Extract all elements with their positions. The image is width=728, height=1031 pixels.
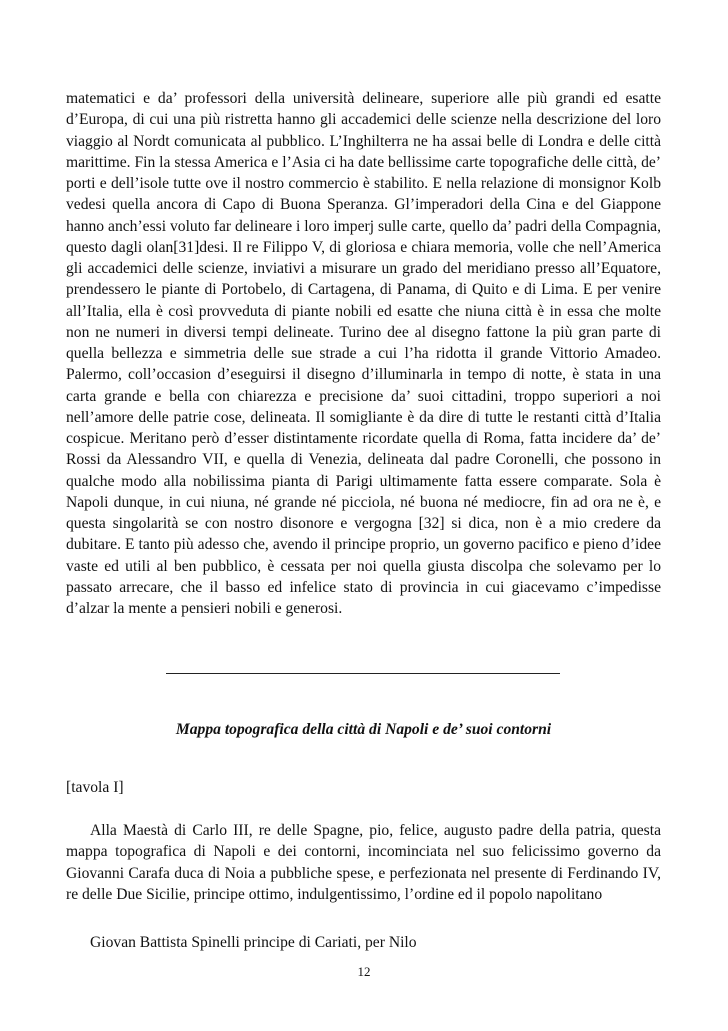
- body-paragraph: matematici e da’ professori della università delineare, superiore alle più grandi ed esatte d’Europa, di cui una più ristretta hanno gli accademici delle scienze nella descrizione del loro viaggio al Nordt comunicata al pubblico. L’Inghilterra ne ha assai belle di Londra e delle città marittime. Fin la stessa America e l’Asia ci ha date bellissime carte topografiche delle città, de’ porti e dell’isole tutte ove il nostro commercio è stabilito. E nella relazione di monsignor Kolb vedesi quella ancora di Capo di Buona Speranza. Gl’imperadori della Cina e del Giappone hanno anch’essi voluto far delineare i loro imperj sulle carte, quello da’ padri della Compagnia, questo dagli olan[31]desi. Il re Filippo V, di gloriosa e chiara memoria, volle che nell’America gli accademici delle scienze, inviativi a misurare un grado del meridiano presso all’Equatore, prendessero le piante di Portobelo, di Cartagena, di Panama, di Quito e di Lima. E per venire all’Italia, ella è così provveduta di piante nobili ed esatte che niuna città è in essa che molte non ne numeri in diversi tempi delineate. Turino dee al disegno fattone la più gran parte di quella bellezza e simmetria delle sue strade a cui l’ha ridotta il grande Vittorio Amadeo. Palermo, coll’occasion d’eseguirsi il disegno d’illuminarla in tempo di notte, è stata in una carta grande e bella con chiarezza e precisione da’ suoi cittadini, troppo superiori a noi nell’amore delle patrie cose, delineata. Il somigliante è da dire di tutte le restanti città d’Italia cospicue. Meritano però d’esser distintamente ricordate quella di Roma, fatta incidere da’ de’ Rossi da Alessandro VII, e quella di Venezia, delineata dal padre Coronelli, che possono in qualche modo alla nobilissima pianta di Parigi ultimamente fatta essere comparate. Sola è Napoli dunque, in cui niuna, né grande né picciola, né buona né mediocre, fin ad ora ne è, e questa singolarità se con nostro disonore e vergogna [32] si dica, non è a mio credere da dubitare. E tanto più adesso che, avendo il principe proprio, un governo pacifico e pieno d’idee vaste ed utili al ben pubblico, è cessata per noi quella giusta discolpa che solevamo per lo passato arrecare, che il basso ed infelice stato di provincia in cui giacevamo c’impedisse d’alzar la mente a pensieri nobili e generosi.: [66, 90, 661, 617]
- signature-line: Giovan Battista Spinelli principe di Cariati, per Nilo: [90, 934, 417, 951]
- dedication-paragraph: Alla Maestà di Carlo III, re delle Spagne, pio, felice, augusto padre della patria, questa mappa topografica di Napoli e dei contorni, incominciata nel suo felicissimo governo da Giovanni Carafa duca di Noia a pubbliche spese, e perfezionata nel presente di Ferdinando IV, re delle Due Sicilie, principe ottimo, indulgentissimo, l’ordine ed il popolo napolitano: [66, 822, 661, 903]
- section-heading: Mappa topografica della città di Napoli e de’ suoi contorni: [175, 721, 552, 738]
- plate-label: [tavola I]: [66, 779, 124, 796]
- page-number: 12: [357, 964, 371, 979]
- section-divider: [166, 673, 560, 674]
